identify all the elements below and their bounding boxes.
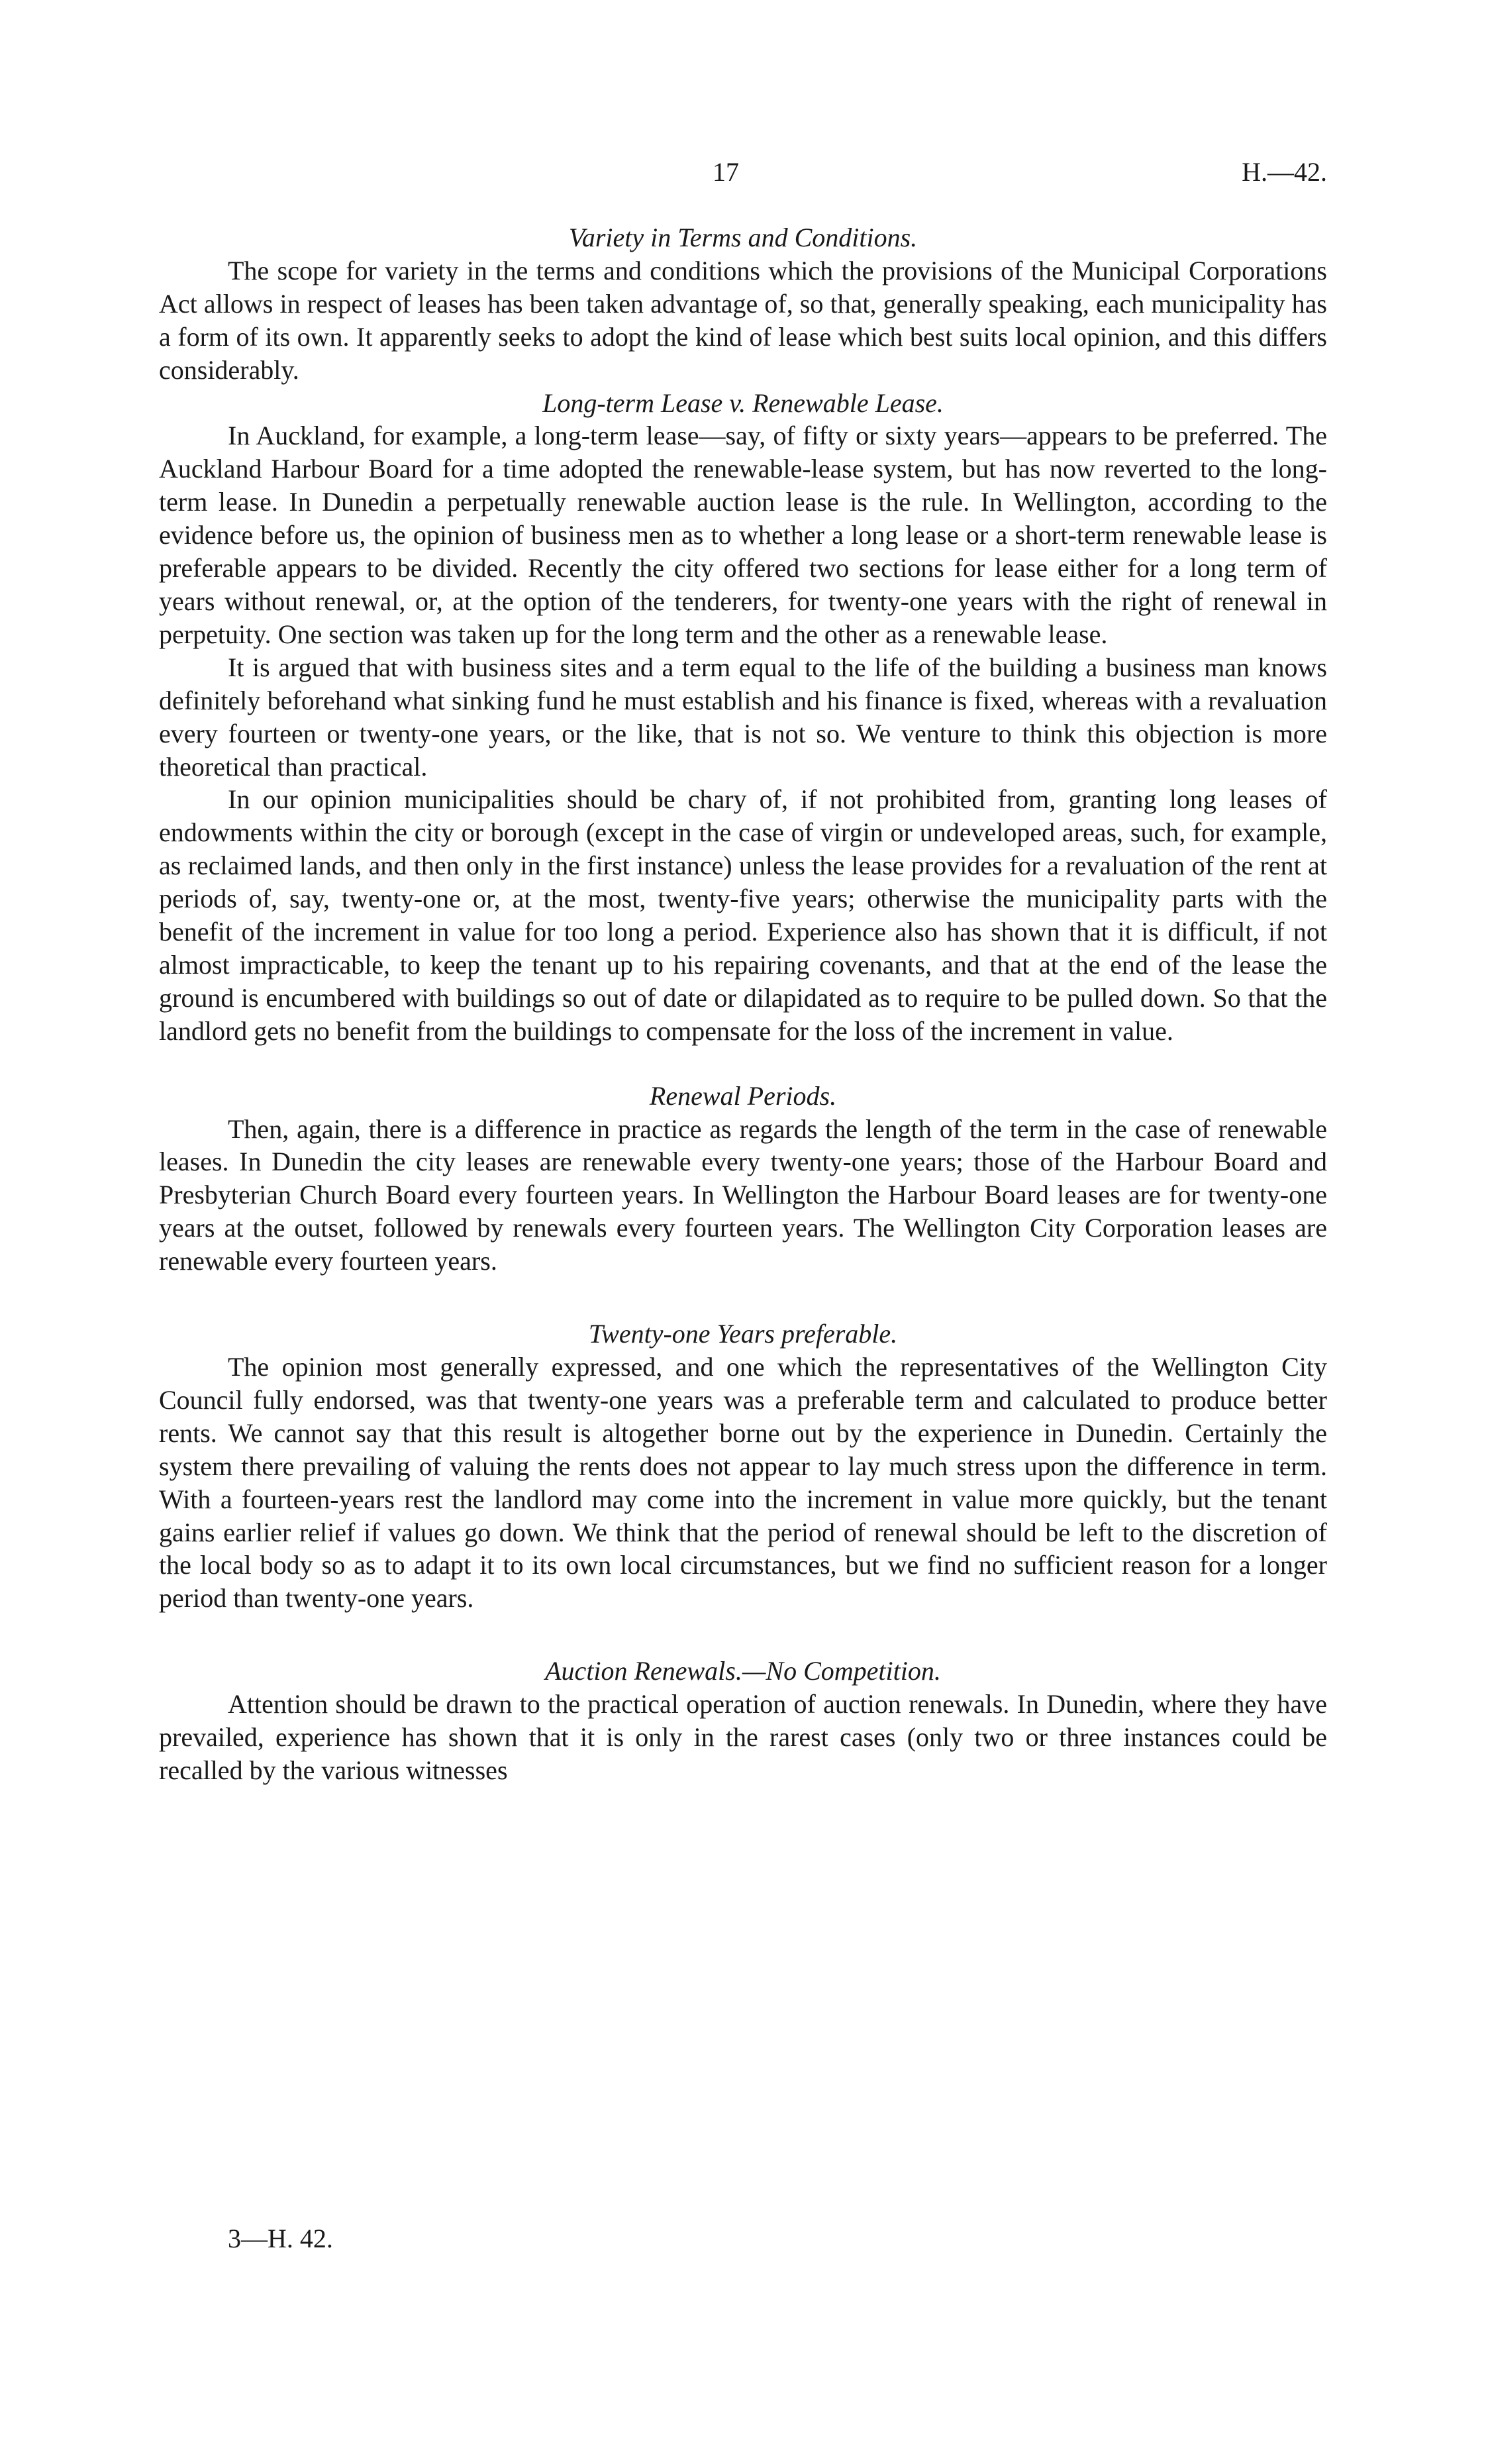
section-long-term-lease (159, 387, 1327, 1048)
section-heading: Variety in Terms and Conditions. (568, 223, 918, 252)
signature-mark: 3—H. 42. (228, 2224, 333, 2253)
paragraph: In Auckland, for example, a long-term lease—say, of fifty or sixty years—appears to be preferred. The Auckland Harbour Board for a time adopted the renewable-lease system, but has now reverted to the long-term lease. In Dunedin a perpetually renewable auction lease is the rule. In Wellington, according to the evidence before us, the opinion of business men as to whether a long lease or a short-term renewable lease is preferable appears to be divided. Recently the city offered two sections for lease either for a long term of years without renewal, or, at the option of the tenderers, for twenty-one years with the right of renewal in perpetuity. One section was taken up for the long term and the other as a renewable lease. (159, 421, 1327, 649)
document-body (159, 221, 1327, 1787)
paragraph: In our opinion municipalities should be chary of, if not prohibited from, granting long leases of endowments within the city or borough (except in the case of virgin or undeveloped areas, such, for example, as reclaimed lands, and then only in the first instance) unless the lease provides for a revaluation of the rent at periods of, say, twenty-one or, at the most, twenty-five years; otherwise the municipality parts with the benefit of the increment in value for too long a period. Experience also has shown that it is difficult, if not almost impracticable, to keep the tenant up to his repairing covenants, and that at the end of the lease the ground is encumbered with buildings so out of date or dilapidated as to require to be pulled down. So that the landlord gets no benefit from the buildings to compensate for the loss of the increment in value. (159, 784, 1327, 1046)
paragraph: Attention should be drawn to the practical operation of auction renewals. In Dunedin, where they have prevailed, experience has shown that it is only in the rarest cases (only two or three instances could be recalled by the various witnesses (159, 1689, 1327, 1785)
paragraph: It is argued that with business sites and a term equal to the life of the building a business man knows definitely beforehand what sinking fund he must establish and his finance is fixed, whereas with a revaluation every fourteen or twenty-one years, or the like, that is not so. We venture to think this objection is more theoretical than practical. (159, 652, 1327, 782)
section-renewal-periods (159, 1080, 1327, 1278)
section-heading: Long-term Lease v. Renewable Lease. (542, 387, 944, 418)
section-twenty-one-years (159, 1317, 1327, 1615)
paragraph: Then, again, there is a difference in practice as regards the length of the term in the case of renewable leases. In Dunedin the city leases are renewable every twenty-one years; those of the Harbour Board and Presbyterian Church Board every fourteen years. In Wellington the Harbour Board leases are for twenty-one years at the outset, followed by renewals every fourteen years. The Wellington City Corporation leases are renewable every fourteen years. (159, 1113, 1327, 1276)
section-auction-renewals (159, 1655, 1327, 1787)
section-variety-terms (159, 221, 1327, 387)
paragraph: The opinion most generally expressed, and one which the representatives of the Wellington City Council fully endorsed, was that twenty-one years was a preferable term and calculated to produce better rents. We cannot say that this result is altogether borne out by the experience in Dunedin. Certainly the system there prevailing of valuing the rents does not appear to lay much stress upon the difference in term. With a fourteen-years rest the landlord may come into the increment in value more quickly, but the tenant gains earlier relief if values go down. We think that the period of renewal should be left to the discretion of the local body so as to adapt it to its own local circumstances, but we find no sufficient reason for a longer period than twenty-one years. (159, 1352, 1327, 1614)
section-heading: Auction Renewals.—No Competition. (545, 1656, 941, 1686)
page-number: 17 (713, 157, 739, 187)
section-heading: Twenty-one Years preferable. (588, 1319, 898, 1349)
document-reference: H.—42. (1242, 157, 1327, 187)
section-heading: Renewal Periods. (649, 1080, 837, 1111)
paragraph: The scope for variety in the terms and conditions which the provisions of the Municipal Corporations Act allows in respect of leases has been taken advantage of, so that, generally speaking, each municipality has a form of its own. It apparently seeks to adopt the kind of lease which best suits local opinion, and this differs considerably. (159, 255, 1327, 385)
